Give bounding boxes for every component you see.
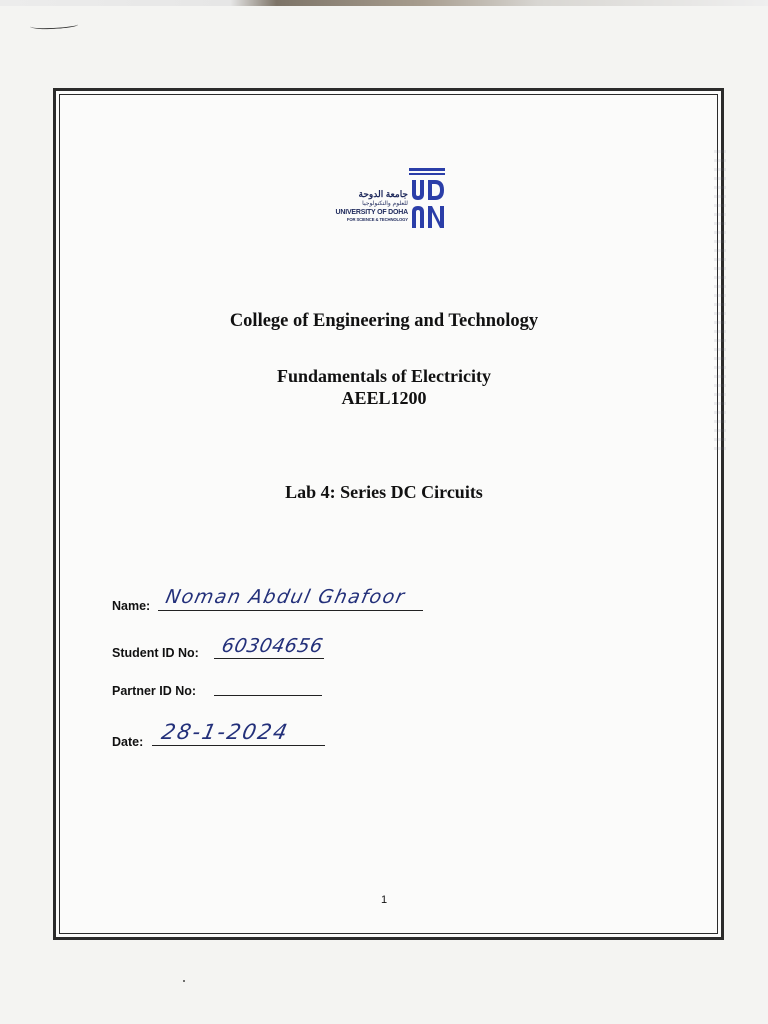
college-title: College of Engineering and Technology xyxy=(229,311,539,331)
logo-arabic-sub: للعلوم والتكنولوجيا xyxy=(362,201,408,207)
name-label: Name: xyxy=(112,599,151,613)
logo-arabic-name: جامعة الدوحة xyxy=(358,189,408,199)
logo-english-name: UNIVERSITY OF DOHA xyxy=(335,209,408,216)
course-title: Fundamentals of Electricity xyxy=(277,366,491,386)
course-heading xyxy=(0,365,768,409)
logo-text xyxy=(318,168,408,223)
date-label: Date: xyxy=(112,735,144,749)
student-id-underline xyxy=(214,658,324,659)
scan-top-edge xyxy=(0,0,768,6)
pen-mark xyxy=(30,20,78,30)
page-number: 1 xyxy=(380,894,388,906)
date-value[interactable]: 28-1-2024 xyxy=(159,720,292,744)
partner-id-underline xyxy=(214,695,322,696)
date-underline xyxy=(152,745,325,746)
logo-english-sub: FOR SCIENCE & TECHNOLOGY xyxy=(346,217,408,222)
lab-title: Lab 4: Series DC Circuits xyxy=(285,482,483,502)
udst-emblem-icon xyxy=(409,168,447,230)
scan-speck xyxy=(183,980,185,982)
partner-id-label: Partner ID No: xyxy=(112,684,197,698)
student-id-value[interactable]: 60304656 xyxy=(219,635,326,657)
course-code: AEEL1200 xyxy=(341,388,427,408)
name-underline xyxy=(158,610,423,611)
student-id-label: Student ID No: xyxy=(112,646,199,660)
name-value[interactable]: Noman Abdul Ghafoor xyxy=(163,586,408,608)
university-logo xyxy=(318,168,448,230)
